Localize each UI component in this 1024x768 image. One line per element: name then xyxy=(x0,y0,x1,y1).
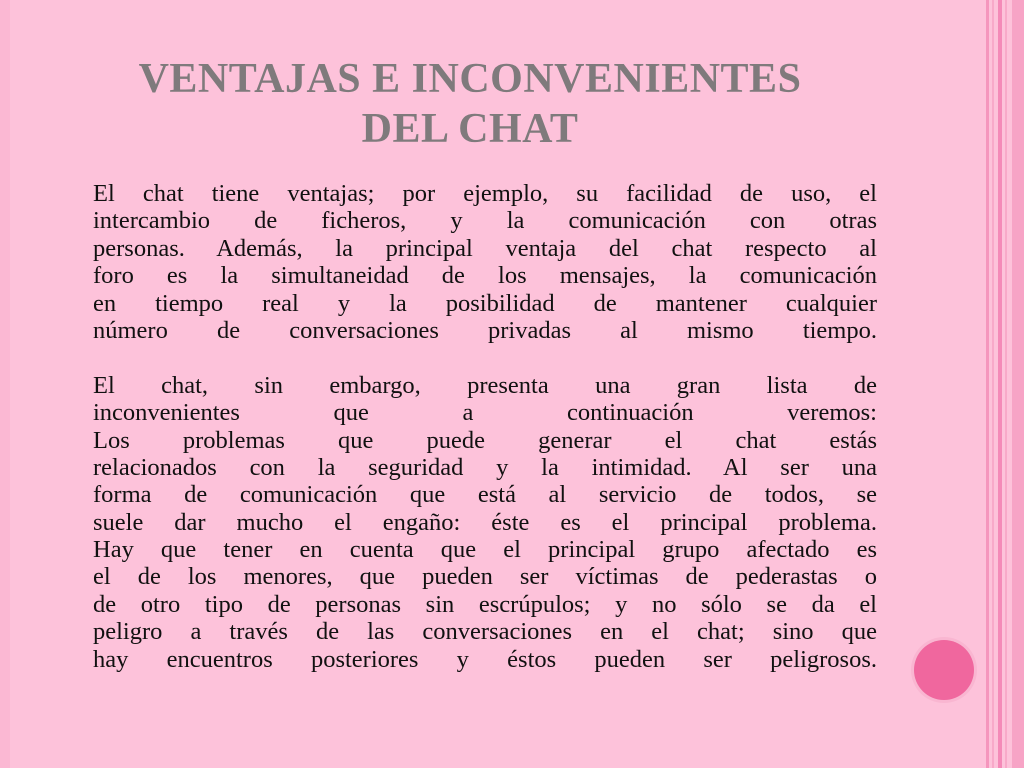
text-line: El chat, sin embargo, presenta una gran lista de xyxy=(93,371,877,399)
text-line: El chat tiene ventajas; por ejemplo, su facilidad de uso, el xyxy=(93,180,877,207)
decorative-stripe xyxy=(986,0,989,768)
text-line: foro es la simultaneidad de los mensajes, la comunicación xyxy=(93,262,877,290)
text-line: forma de comunicación que está al servicio de todos, se xyxy=(93,481,877,509)
text-line: suele dar mucho el engaño: éste es el principal problema. xyxy=(93,508,877,536)
text-line: de otro tipo de personas sin escrúpulos; y no sólo se da el xyxy=(93,590,877,618)
text-line: personas. Además, la principal ventaja del chat respecto al xyxy=(93,234,877,262)
text-line: relacionados con la seguridad y la intimidad. Al ser una xyxy=(93,453,877,481)
text-line: Hay que tener en cuenta que el principal grupo afectado es xyxy=(93,536,877,564)
decorative-stripe xyxy=(1012,0,1024,768)
decorative-circle xyxy=(914,640,974,700)
decorative-stripe xyxy=(1005,0,1007,768)
text-line: número de conversaciones privadas al mismo tiempo. xyxy=(93,316,877,344)
left-edge-band xyxy=(0,0,10,768)
paragraph-disadvantages xyxy=(93,372,877,673)
text-line: el de los menores, que pueden ser víctimas de pederastas o xyxy=(93,563,877,591)
text-line: inconvenientes que a continuación veremos: xyxy=(93,399,877,427)
decorative-stripe xyxy=(998,0,1002,768)
slide-body xyxy=(93,180,877,673)
decorative-stripe xyxy=(992,0,994,768)
text-line: Los problemas que puede generar el chat estás xyxy=(93,426,877,454)
slide-title-line-1: VENTAJAS E INCONVENIENTES xyxy=(138,56,802,102)
text-line: peligro a través de las conversaciones en el chat; sino que xyxy=(93,618,877,646)
slide-title xyxy=(60,54,880,154)
slide-title-line-2: DEL CHAT xyxy=(361,106,579,152)
text-line: intercambio de ficheros, y la comunicación con otras xyxy=(93,207,877,235)
text-line: hay encuentros posteriores y éstos pueden ser peligrosos. xyxy=(93,645,877,673)
paragraph-advantages xyxy=(93,180,877,344)
text-line: en tiempo real y la posibilidad de mantener cualquier xyxy=(93,289,877,317)
